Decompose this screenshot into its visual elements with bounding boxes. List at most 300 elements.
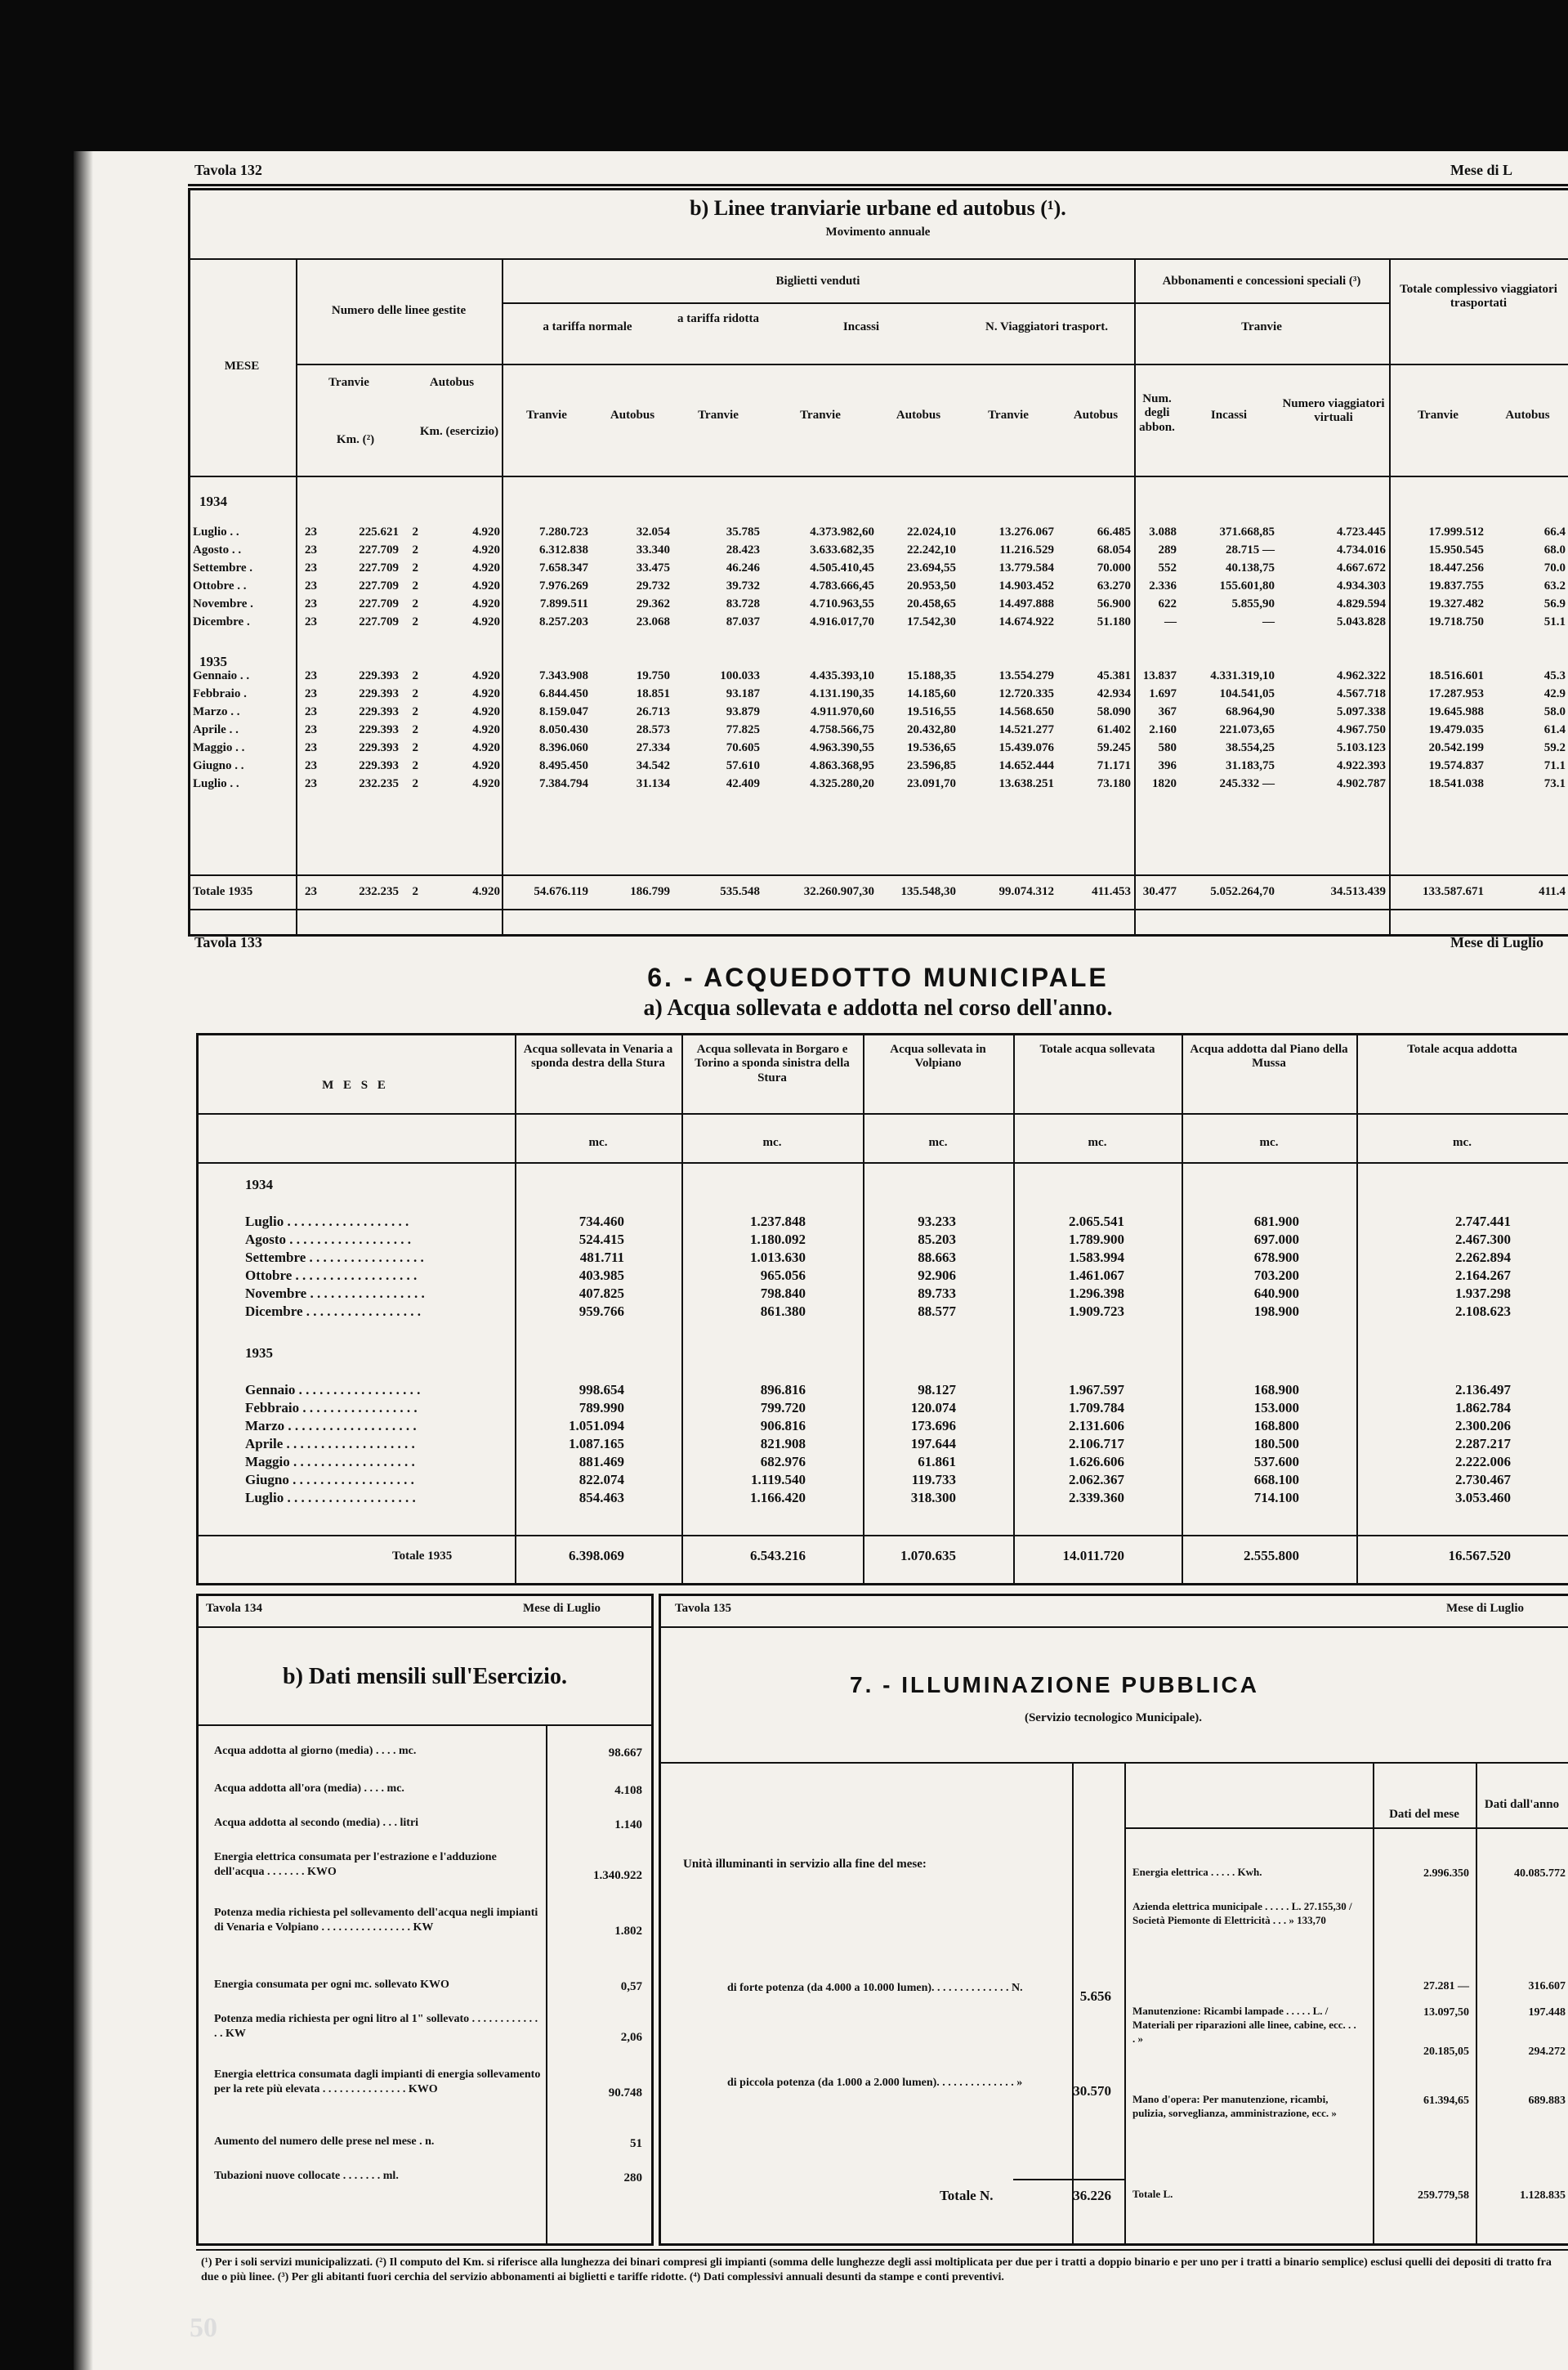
rule xyxy=(188,476,1568,477)
totale-cell: 32.260.907,30 xyxy=(803,885,874,898)
acq-cell: 714.100 xyxy=(1253,1490,1299,1505)
acq-cell: 703.200 xyxy=(1253,1268,1299,1283)
illum-cost-label: Azienda elettrica municipale . . . . . L. 27.155,30 / Società Piemonte di Elettricità . . . » 133,70 xyxy=(1132,1900,1352,1926)
acq-totale-cell: 6.543.216 xyxy=(750,1548,806,1563)
acq-cell: 697.000 xyxy=(1253,1232,1299,1247)
acq-cell: 668.100 xyxy=(1253,1472,1299,1487)
rows_1935-cell: 71.1 xyxy=(1543,759,1566,772)
rows_1935-cell: 229.393 xyxy=(359,723,399,736)
acquedotto-subtitle: a) Acqua sollevata e addotta nel corso dell'anno. xyxy=(643,995,1113,1021)
acq-cell: 92.906 xyxy=(918,1268,956,1283)
acq-cell: 403.985 xyxy=(579,1268,624,1283)
acq-cell: 2.108.623 xyxy=(1455,1304,1511,1319)
acq-unit: mc. xyxy=(762,1136,782,1149)
rows_1935-cell: 70.605 xyxy=(726,741,760,754)
rows_1935-cell: 20.432,80 xyxy=(907,723,956,736)
rows_1935-cell: 1.697 xyxy=(1149,687,1177,700)
rows_1934-cell: 23.068 xyxy=(636,615,670,628)
rows_1935-cell: 5.097.338 xyxy=(1337,705,1386,718)
acq-month-label: Aprile . . . . . . . . . . . . . . . . . . . xyxy=(245,1436,415,1451)
rows_1935-cell: 45.381 xyxy=(1097,669,1131,682)
h-km-esercizio: Km. (esercizio) xyxy=(419,425,499,438)
acq-year-1934: 1934 xyxy=(245,1177,273,1192)
rows_1935-cell: 57.610 xyxy=(726,759,760,772)
acq-cell: 798.840 xyxy=(760,1286,806,1301)
rows_1935-cell: 14.652.444 xyxy=(998,759,1054,772)
rule xyxy=(659,1762,1568,1764)
rows_1934-cell: 4.734.016 xyxy=(1337,543,1386,557)
month-label: Marzo . . xyxy=(193,705,240,718)
dati-label: Energia elettrica consumata dagli impianti di energia sollevamento per la rete più elevata . . . . . . . . . . . . . . . KWO xyxy=(214,2068,541,2095)
month-label: Settembre . xyxy=(193,561,253,575)
rows_1934-cell: 5.855,90 xyxy=(1231,597,1275,610)
rows_1934-cell: 28.423 xyxy=(726,543,760,557)
acq-cell: 89.733 xyxy=(918,1286,956,1301)
rows_1935-cell: 4.920 xyxy=(472,723,500,736)
dati-value: 90.748 xyxy=(608,2086,642,2099)
col-line xyxy=(1373,1762,1374,2246)
year-1935: 1935 xyxy=(199,654,227,669)
rows_1934-cell: 68.054 xyxy=(1097,543,1131,557)
acq-cell: 524.415 xyxy=(579,1232,624,1247)
acq-col-header: Acqua sollevata in Borgaro e Torino a sponda sinistra della Stura xyxy=(695,1043,850,1084)
acq-cell: 1.862.784 xyxy=(1455,1400,1511,1415)
h-incassi-abbon: Incassi xyxy=(1210,409,1248,422)
rows_1935-cell: 23 xyxy=(305,759,317,772)
rows_1934-cell: 289 xyxy=(1158,543,1177,557)
acq-month-label: Gennaio . . . . . . . . . . . . . . . . . . xyxy=(245,1382,421,1397)
rows_1935-cell: 4.920 xyxy=(472,741,500,754)
acq-cell: 678.900 xyxy=(1253,1250,1299,1265)
year-1934: 1934 xyxy=(199,494,227,509)
acq-unit: mc. xyxy=(928,1136,948,1149)
rows_1935-cell: 367 xyxy=(1158,705,1177,718)
rows_1935-cell: 27.334 xyxy=(636,741,670,754)
rows_1934-cell: 23 xyxy=(305,525,317,539)
illum-cost-mese: 13.097,50 xyxy=(1423,2006,1469,2019)
dati-label: Potenza media richiesta per ogni litro al 1" sollevato . . . . . . . . . . . . . . KW xyxy=(214,2013,538,2040)
acq-cell: 2.164.267 xyxy=(1455,1268,1511,1283)
totale-cell: 5.052.264,70 xyxy=(1210,885,1275,898)
acq-cell: 198.900 xyxy=(1253,1304,1299,1319)
acq-h-mese: M E S E xyxy=(322,1079,389,1092)
h-totale-complessivo: Totale complessivo viaggiatori trasportati xyxy=(1400,283,1557,311)
dati-value: 1.140 xyxy=(614,1818,642,1831)
rows_1935-cell: 19.645.988 xyxy=(1428,705,1484,718)
rows_1934-cell: 3.633.682,35 xyxy=(810,543,874,557)
rows_1934-cell: 18.447.256 xyxy=(1428,561,1484,575)
acq-cell: 1.119.540 xyxy=(750,1472,806,1487)
acq-cell: 481.711 xyxy=(579,1250,624,1265)
rule xyxy=(296,364,1568,365)
rule xyxy=(188,258,1568,260)
illum-cost-anno: 40.085.772 xyxy=(1514,1867,1566,1880)
acq-cell: 2.065.541 xyxy=(1069,1214,1124,1229)
dati-value: 1.340.922 xyxy=(593,1869,642,1882)
rows_1934-cell: 227.709 xyxy=(359,561,399,575)
h-biglietti: Biglietti venduti xyxy=(775,275,860,288)
acq-cell: 180.500 xyxy=(1253,1436,1299,1451)
month-label: Ottobre . . xyxy=(193,579,247,592)
rows_1934-cell: 23 xyxy=(305,579,317,592)
acq-cell: 799.720 xyxy=(760,1400,806,1415)
rows_1935-cell: 4.902.787 xyxy=(1337,777,1386,790)
illum-cost-label: Manutenzione: Ricambi lampade . . . . . L. / Materiali per riparazioni alle linee, cabine, ecc. . . . » xyxy=(1132,2005,1356,2045)
acq-cell: 2.287.217 xyxy=(1455,1436,1511,1451)
rows_1934-cell: — xyxy=(1164,615,1177,628)
dati-label: Energia consumata per ogni mc. sollevato KWO xyxy=(214,1979,449,1991)
rows_1934-cell: 40.138,75 xyxy=(1226,561,1275,575)
illum-cost-label: Energia elettrica . . . . . Kwh. xyxy=(1132,1866,1262,1878)
rows_1935-cell: 4.758.566,75 xyxy=(810,723,874,736)
acq-cell: 2.136.497 xyxy=(1455,1382,1511,1397)
illum-unit-label: di forte potenza (da 4.000 a 10.000 lumen). . . . . . . . . . . . . . N. xyxy=(727,1982,1023,1994)
rows_1935-cell: 73.180 xyxy=(1097,777,1131,790)
rows_1934-cell: 4.920 xyxy=(472,543,500,557)
h-autobus: Autobus xyxy=(429,376,475,389)
acq-unit: mc. xyxy=(1453,1136,1472,1149)
acq-totale-cell: 14.011.720 xyxy=(1062,1548,1124,1563)
rule xyxy=(196,1724,654,1726)
rows_1935-cell: 13.554.279 xyxy=(998,669,1054,682)
rows_1934-cell: 39.732 xyxy=(726,579,760,592)
illuminazione-title: 7. - ILLUMINAZIONE PUBBLICA xyxy=(850,1672,1259,1697)
dati-label: Acqua addotta al giorno (media) . . . . mc. xyxy=(214,1745,417,1757)
rule xyxy=(196,1626,654,1628)
rows_1934-cell: 23.694,55 xyxy=(907,561,956,575)
rows_1934-cell: 11.216.529 xyxy=(999,543,1054,557)
rows_1935-cell: 23 xyxy=(305,687,317,700)
rows_1935-cell: 4.920 xyxy=(472,705,500,718)
acq-cell: 153.000 xyxy=(1253,1400,1299,1415)
mese-di-label-135: Mese di Luglio xyxy=(1446,1602,1525,1615)
rows_1934-cell: 622 xyxy=(1158,597,1177,610)
rows_1934-cell: 70.000 xyxy=(1097,561,1131,575)
illum-cost-label: Mano d'opera: Per manutenzione, ricambi, pulizia, sorveglianza, amministrazione, ecc. » xyxy=(1132,2093,1337,2119)
illum-left-total-label: Totale N. xyxy=(940,2188,994,2203)
totale-cell: 2 xyxy=(412,885,418,898)
rows_1935-cell: 8.159.047 xyxy=(539,705,588,718)
rows_1935-cell: 93.187 xyxy=(726,687,760,700)
page-edge-shadow xyxy=(74,151,93,2370)
h-col-tranvie-4: Tranvie xyxy=(988,409,1029,422)
h-col-autobus-5: Autobus xyxy=(1505,409,1550,422)
acq-cell: 896.816 xyxy=(760,1382,806,1397)
rows_1935-cell: 4.435.393,10 xyxy=(810,669,874,682)
dati-label: Aumento del numero delle prese nel mese . n. xyxy=(214,2135,435,2148)
h-km: Km. (²) xyxy=(336,433,375,446)
rows_1934-cell: 70.0 xyxy=(1543,561,1566,575)
top-rule xyxy=(188,184,1568,186)
rows_1934-cell: 20.458,65 xyxy=(907,597,956,610)
rows_1934-cell: 227.709 xyxy=(359,543,399,557)
illum-cost-anno: 689.883 xyxy=(1528,2095,1566,2107)
rows_1935-cell: 4.331.319,10 xyxy=(1210,669,1275,682)
rows_1934-cell: 4.710.963,55 xyxy=(810,597,874,610)
acq-totale-cell: 2.555.800 xyxy=(1244,1548,1299,1563)
rows_1935-cell: 34.542 xyxy=(636,759,670,772)
acq-cell: 2.467.300 xyxy=(1455,1232,1511,1247)
h-col-tranvie-2: Tranvie xyxy=(698,409,739,422)
dati-label: Tubazioni nuove collocate . . . . . . . ml. xyxy=(214,2170,399,2182)
rows_1935-cell: 4.922.393 xyxy=(1337,759,1386,772)
rows_1935-cell: 18.541.038 xyxy=(1428,777,1484,790)
tram-totale-label: Totale 1935 xyxy=(193,885,253,898)
rule xyxy=(196,2249,1568,2251)
rows_1935-cell: 23 xyxy=(305,669,317,682)
dati-label: Acqua addotta all'ora (media) . . . . mc. xyxy=(214,1782,404,1795)
totale-cell: 135.548,30 xyxy=(900,885,956,898)
acq-cell: 681.900 xyxy=(1253,1214,1299,1229)
rows_1934-cell: 4.920 xyxy=(472,615,500,628)
rows_1935-cell: 2 xyxy=(412,723,418,736)
rows_1935-cell: 2 xyxy=(412,669,418,682)
h-tranvie: Tranvie xyxy=(328,376,369,389)
acq-month-label: Marzo . . . . . . . . . . . . . . . . . . . xyxy=(245,1418,417,1433)
acq-cell: 2.747.441 xyxy=(1455,1214,1511,1229)
rows_1935-cell: 2 xyxy=(412,777,418,790)
acq-month-label: Novembre . . . . . . . . . . . . . . . . . xyxy=(245,1286,425,1301)
rows_1935-cell: 229.393 xyxy=(359,669,399,682)
dati-mensili-title: b) Dati mensili sull'Esercizio. xyxy=(283,1664,567,1689)
rows_1934-cell: 2 xyxy=(412,525,418,539)
rows_1934-cell: 4.829.594 xyxy=(1337,597,1386,610)
h-col-tranvie-1: Tranvie xyxy=(526,409,567,422)
rows_1935-cell: 4.920 xyxy=(472,759,500,772)
rows_1934-cell: 56.9 xyxy=(1543,597,1566,610)
rows_1934-cell: 15.950.545 xyxy=(1428,543,1484,557)
rows_1934-cell: 4.920 xyxy=(472,561,500,575)
tavola-132-label: Tavola 132 xyxy=(194,162,262,178)
acq-cell: 120.074 xyxy=(910,1400,956,1415)
rows_1935-cell: 229.393 xyxy=(359,687,399,700)
rows_1935-cell: 59.245 xyxy=(1097,741,1131,754)
acq-col-header: Totale acqua sollevata xyxy=(1039,1043,1155,1056)
rows_1934-cell: 227.709 xyxy=(359,579,399,592)
acq-cell: 1.626.606 xyxy=(1069,1454,1124,1469)
acq-cell: 173.696 xyxy=(910,1418,956,1433)
acq-cell: 1.789.900 xyxy=(1069,1232,1124,1247)
rows_1934-cell: 227.709 xyxy=(359,615,399,628)
acq-cell: 1.461.067 xyxy=(1069,1268,1124,1283)
month-label: Aprile . . xyxy=(193,723,239,736)
h-col-tranvie-5: Tranvie xyxy=(1418,409,1459,422)
rows_1935-cell: 59.2 xyxy=(1543,741,1566,754)
rows_1935-cell: 8.050.430 xyxy=(539,723,588,736)
totale-cell: 232.235 xyxy=(359,885,399,898)
rows_1934-cell: 29.732 xyxy=(636,579,670,592)
rows_1934-cell: 87.037 xyxy=(726,615,760,628)
rows_1934-cell: 4.505.410,45 xyxy=(810,561,874,575)
rows_1935-cell: 4.920 xyxy=(472,669,500,682)
acq-cell: 2.106.717 xyxy=(1069,1436,1124,1451)
rows_1934-cell: 13.276.067 xyxy=(998,525,1054,539)
rows_1935-cell: 104.541,05 xyxy=(1219,687,1275,700)
mese-di-label-134: Mese di Luglio xyxy=(523,1602,601,1615)
rows_1935-cell: 19.479.035 xyxy=(1428,723,1484,736)
rows_1934-cell: 2 xyxy=(412,579,418,592)
illum-cost-mese: 27.281 — xyxy=(1423,1980,1469,1992)
rows_1935-cell: 8.495.450 xyxy=(539,759,588,772)
rows_1935-cell: 4.325.280,20 xyxy=(810,777,874,790)
h-viaggiatori-virtuali: Numero viaggiatori virtuali xyxy=(1282,397,1385,425)
rows_1934-cell: 51.180 xyxy=(1097,615,1131,628)
rows_1935-cell: 61.402 xyxy=(1097,723,1131,736)
rows_1935-cell: 12.720.335 xyxy=(998,687,1054,700)
acquedotto-title: 6. - ACQUEDOTTO MUNICIPALE xyxy=(647,963,1109,992)
rows_1934-cell: 29.362 xyxy=(636,597,670,610)
acq-cell: 2.262.894 xyxy=(1455,1250,1511,1265)
rows_1935-cell: 23 xyxy=(305,741,317,754)
rows_1935-cell: 42.9 xyxy=(1543,687,1566,700)
h-tariffa-ridotta: a tariffa ridotta xyxy=(677,312,759,325)
acq-cell: 2.300.206 xyxy=(1455,1418,1511,1433)
rows_1934-cell: 371.668,85 xyxy=(1219,525,1275,539)
acq-cell: 881.469 xyxy=(579,1454,624,1469)
rows_1935-cell: 6.844.450 xyxy=(539,687,588,700)
rows_1934-cell: 63.270 xyxy=(1097,579,1131,592)
dati-label: Potenza media richiesta pel sollevamento dell'acqua negli impianti di Venaria e Volpiano . . . . . . . . . . . . . . . . KW xyxy=(214,1907,538,1934)
rows_1934-cell: 32.054 xyxy=(636,525,670,539)
rows_1934-cell: 7.976.269 xyxy=(539,579,588,592)
totale-cell: 99.074.312 xyxy=(998,885,1054,898)
rows_1935-cell: 229.393 xyxy=(359,705,399,718)
illum-unit-label: di piccola potenza (da 1.000 a 2.000 lumen). . . . . . . . . . . . . . » xyxy=(727,2077,1023,2089)
rows_1934-cell: 4.667.672 xyxy=(1337,561,1386,575)
acq-month-label: Ottobre . . . . . . . . . . . . . . . . . . xyxy=(245,1268,418,1283)
rows_1934-cell: 7.899.511 xyxy=(539,597,588,610)
footnotes: (¹) Per i soli servizi municipalizzati. (²) Il computo del Km. si riferisce alla lunghezza dei binari compresi gli impianti (somma delle lunghezze degli assi moltiplicata per due per i tratti a doppio binario e per uno per i tratti a binario semplice) esclusi quelli dei depositi di tratto fra due o più linee. (³) Per gli abitanti fuori cerchia del servizio abbonamenti ai biglietti e tariffe ridotte. (⁴) Dati complessivi annuali desunti da stampe e conti preventivi. xyxy=(201,2256,1552,2283)
rows_1935-cell: 18.851 xyxy=(636,687,670,700)
rows_1935-cell: 2 xyxy=(412,741,418,754)
rule xyxy=(1013,2179,1124,2180)
acq-month-label: Dicembre . . . . . . . . . . . . . . . . . xyxy=(245,1304,421,1319)
totale-cell: 411.453 xyxy=(1092,885,1131,898)
acq-cell: 85.203 xyxy=(918,1232,956,1247)
acq-cell: 537.600 xyxy=(1253,1454,1299,1469)
rows_1935-cell: 17.287.953 xyxy=(1428,687,1484,700)
acq-totale-cell: 6.398.069 xyxy=(569,1548,624,1563)
acq-unit: mc. xyxy=(1088,1136,1107,1149)
tavola-133-label: Tavola 133 xyxy=(194,934,262,950)
rows_1935-cell: 38.554,25 xyxy=(1226,741,1275,754)
rows_1935-cell: 68.964,90 xyxy=(1226,705,1275,718)
dati-value: 51 xyxy=(630,2137,642,2150)
rows_1935-cell: 45.3 xyxy=(1543,669,1566,682)
totale-cell: 535.548 xyxy=(720,885,760,898)
month-label: Giugno . . xyxy=(193,759,244,772)
rows_1934-cell: 4.920 xyxy=(472,525,500,539)
rows_1935-cell: 4.863.368,95 xyxy=(810,759,874,772)
acq-cell: 2.730.467 xyxy=(1455,1472,1511,1487)
acq-year-1935: 1935 xyxy=(245,1345,273,1361)
rows_1935-cell: 4.920 xyxy=(472,687,500,700)
acq-col-header: Totale acqua addotta xyxy=(1407,1043,1517,1056)
totale-cell: 23 xyxy=(305,885,317,898)
acq-col-header: Acqua addotta dal Piano della Mussa xyxy=(1190,1043,1348,1071)
totale-cell: 4.920 xyxy=(472,885,500,898)
illum-unit-value: 30.570 xyxy=(1073,2083,1111,2099)
acq-unit: mc. xyxy=(1259,1136,1279,1149)
rows_1935-cell: 18.516.601 xyxy=(1428,669,1484,682)
totale-cell: 30.477 xyxy=(1142,885,1177,898)
h-incassi: Incassi xyxy=(842,320,880,333)
rule xyxy=(502,302,1389,304)
rows_1934-cell: 8.257.203 xyxy=(539,615,588,628)
rows_1935-cell: 23 xyxy=(305,723,317,736)
rows_1934-cell: 2 xyxy=(412,615,418,628)
rows_1935-cell: 77.825 xyxy=(726,723,760,736)
mese-di-label-132: Mese di L xyxy=(1450,162,1512,178)
rows_1934-cell: 17.999.512 xyxy=(1428,525,1484,539)
rows_1935-cell: 221.073,65 xyxy=(1219,723,1275,736)
acq-cell: 197.644 xyxy=(910,1436,956,1451)
acq-cell: 2.062.367 xyxy=(1069,1472,1124,1487)
acq-cell: 61.861 xyxy=(918,1454,956,1469)
dati-value: 4.108 xyxy=(614,1784,642,1797)
rows_1935-cell: 19.516,55 xyxy=(907,705,956,718)
rows_1935-cell: 26.713 xyxy=(636,705,670,718)
acq-cell: 1.180.092 xyxy=(750,1232,806,1247)
rows_1934-cell: 4.783.666,45 xyxy=(810,579,874,592)
totale-cell: 34.513.439 xyxy=(1330,885,1386,898)
acq-cell: 318.300 xyxy=(910,1490,956,1505)
acq-cell: 998.654 xyxy=(579,1382,624,1397)
acq-cell: 2.222.006 xyxy=(1455,1454,1511,1469)
rows_1934-cell: 4.920 xyxy=(472,579,500,592)
h-col-autobus-4: Autobus xyxy=(1073,409,1119,422)
h-tariffa-normale: a tariffa normale xyxy=(543,320,632,333)
acq-cell: 168.800 xyxy=(1253,1418,1299,1433)
acq-cell: 789.990 xyxy=(579,1400,624,1415)
tranvie-title: b) Linee tranviarie urbane ed autobus (¹). xyxy=(690,196,1066,220)
rows_1935-cell: 71.171 xyxy=(1097,759,1131,772)
month-label: Novembre . xyxy=(193,597,253,610)
month-label: Luglio . . xyxy=(193,777,239,790)
rows_1935-cell: 61.4 xyxy=(1543,723,1566,736)
rows_1934-cell: 5.043.828 xyxy=(1337,615,1386,628)
rows_1935-cell: 229.393 xyxy=(359,759,399,772)
h-col-tranvie-3: Tranvie xyxy=(800,409,841,422)
rows_1934-cell: 23 xyxy=(305,597,317,610)
rows_1934-cell: 2 xyxy=(412,597,418,610)
h-col-autobus-1: Autobus xyxy=(610,409,655,422)
rows_1934-cell: 22.024,10 xyxy=(907,525,956,539)
acq-month-label: Luglio . . . . . . . . . . . . . . . . . . xyxy=(245,1214,409,1229)
acq-cell: 98.127 xyxy=(918,1382,956,1397)
dati-label: Acqua addotta al secondo (media) . . . litri xyxy=(214,1817,419,1829)
acq-cell: 3.053.460 xyxy=(1455,1490,1511,1505)
acq-cell: 1.013.630 xyxy=(750,1250,806,1265)
rows_1934-cell: 19.837.755 xyxy=(1428,579,1484,592)
totale-cell: 133.587.671 xyxy=(1423,885,1484,898)
acq-month-label: Agosto . . . . . . . . . . . . . . . . . . xyxy=(245,1232,412,1247)
rows_1934-cell: 2.336 xyxy=(1149,579,1177,592)
totale-cell: 186.799 xyxy=(630,885,670,898)
acq-cell: 861.380 xyxy=(760,1304,806,1319)
rows_1935-cell: 4.967.750 xyxy=(1337,723,1386,736)
h-numero-linee: Numero delle linee gestite xyxy=(331,304,467,317)
rule xyxy=(196,1113,1568,1115)
rows_1934-cell: 20.953,50 xyxy=(907,579,956,592)
acq-cell: 1.937.298 xyxy=(1455,1286,1511,1301)
rows_1934-cell: 68.0 xyxy=(1543,543,1566,557)
mese-di-label-133: Mese di Luglio xyxy=(1450,934,1544,950)
rows_1935-cell: 100.033 xyxy=(720,669,760,682)
rows_1935-cell: 2 xyxy=(412,759,418,772)
acq-cell: 1.087.165 xyxy=(569,1436,624,1451)
acq-cell: 640.900 xyxy=(1253,1286,1299,1301)
